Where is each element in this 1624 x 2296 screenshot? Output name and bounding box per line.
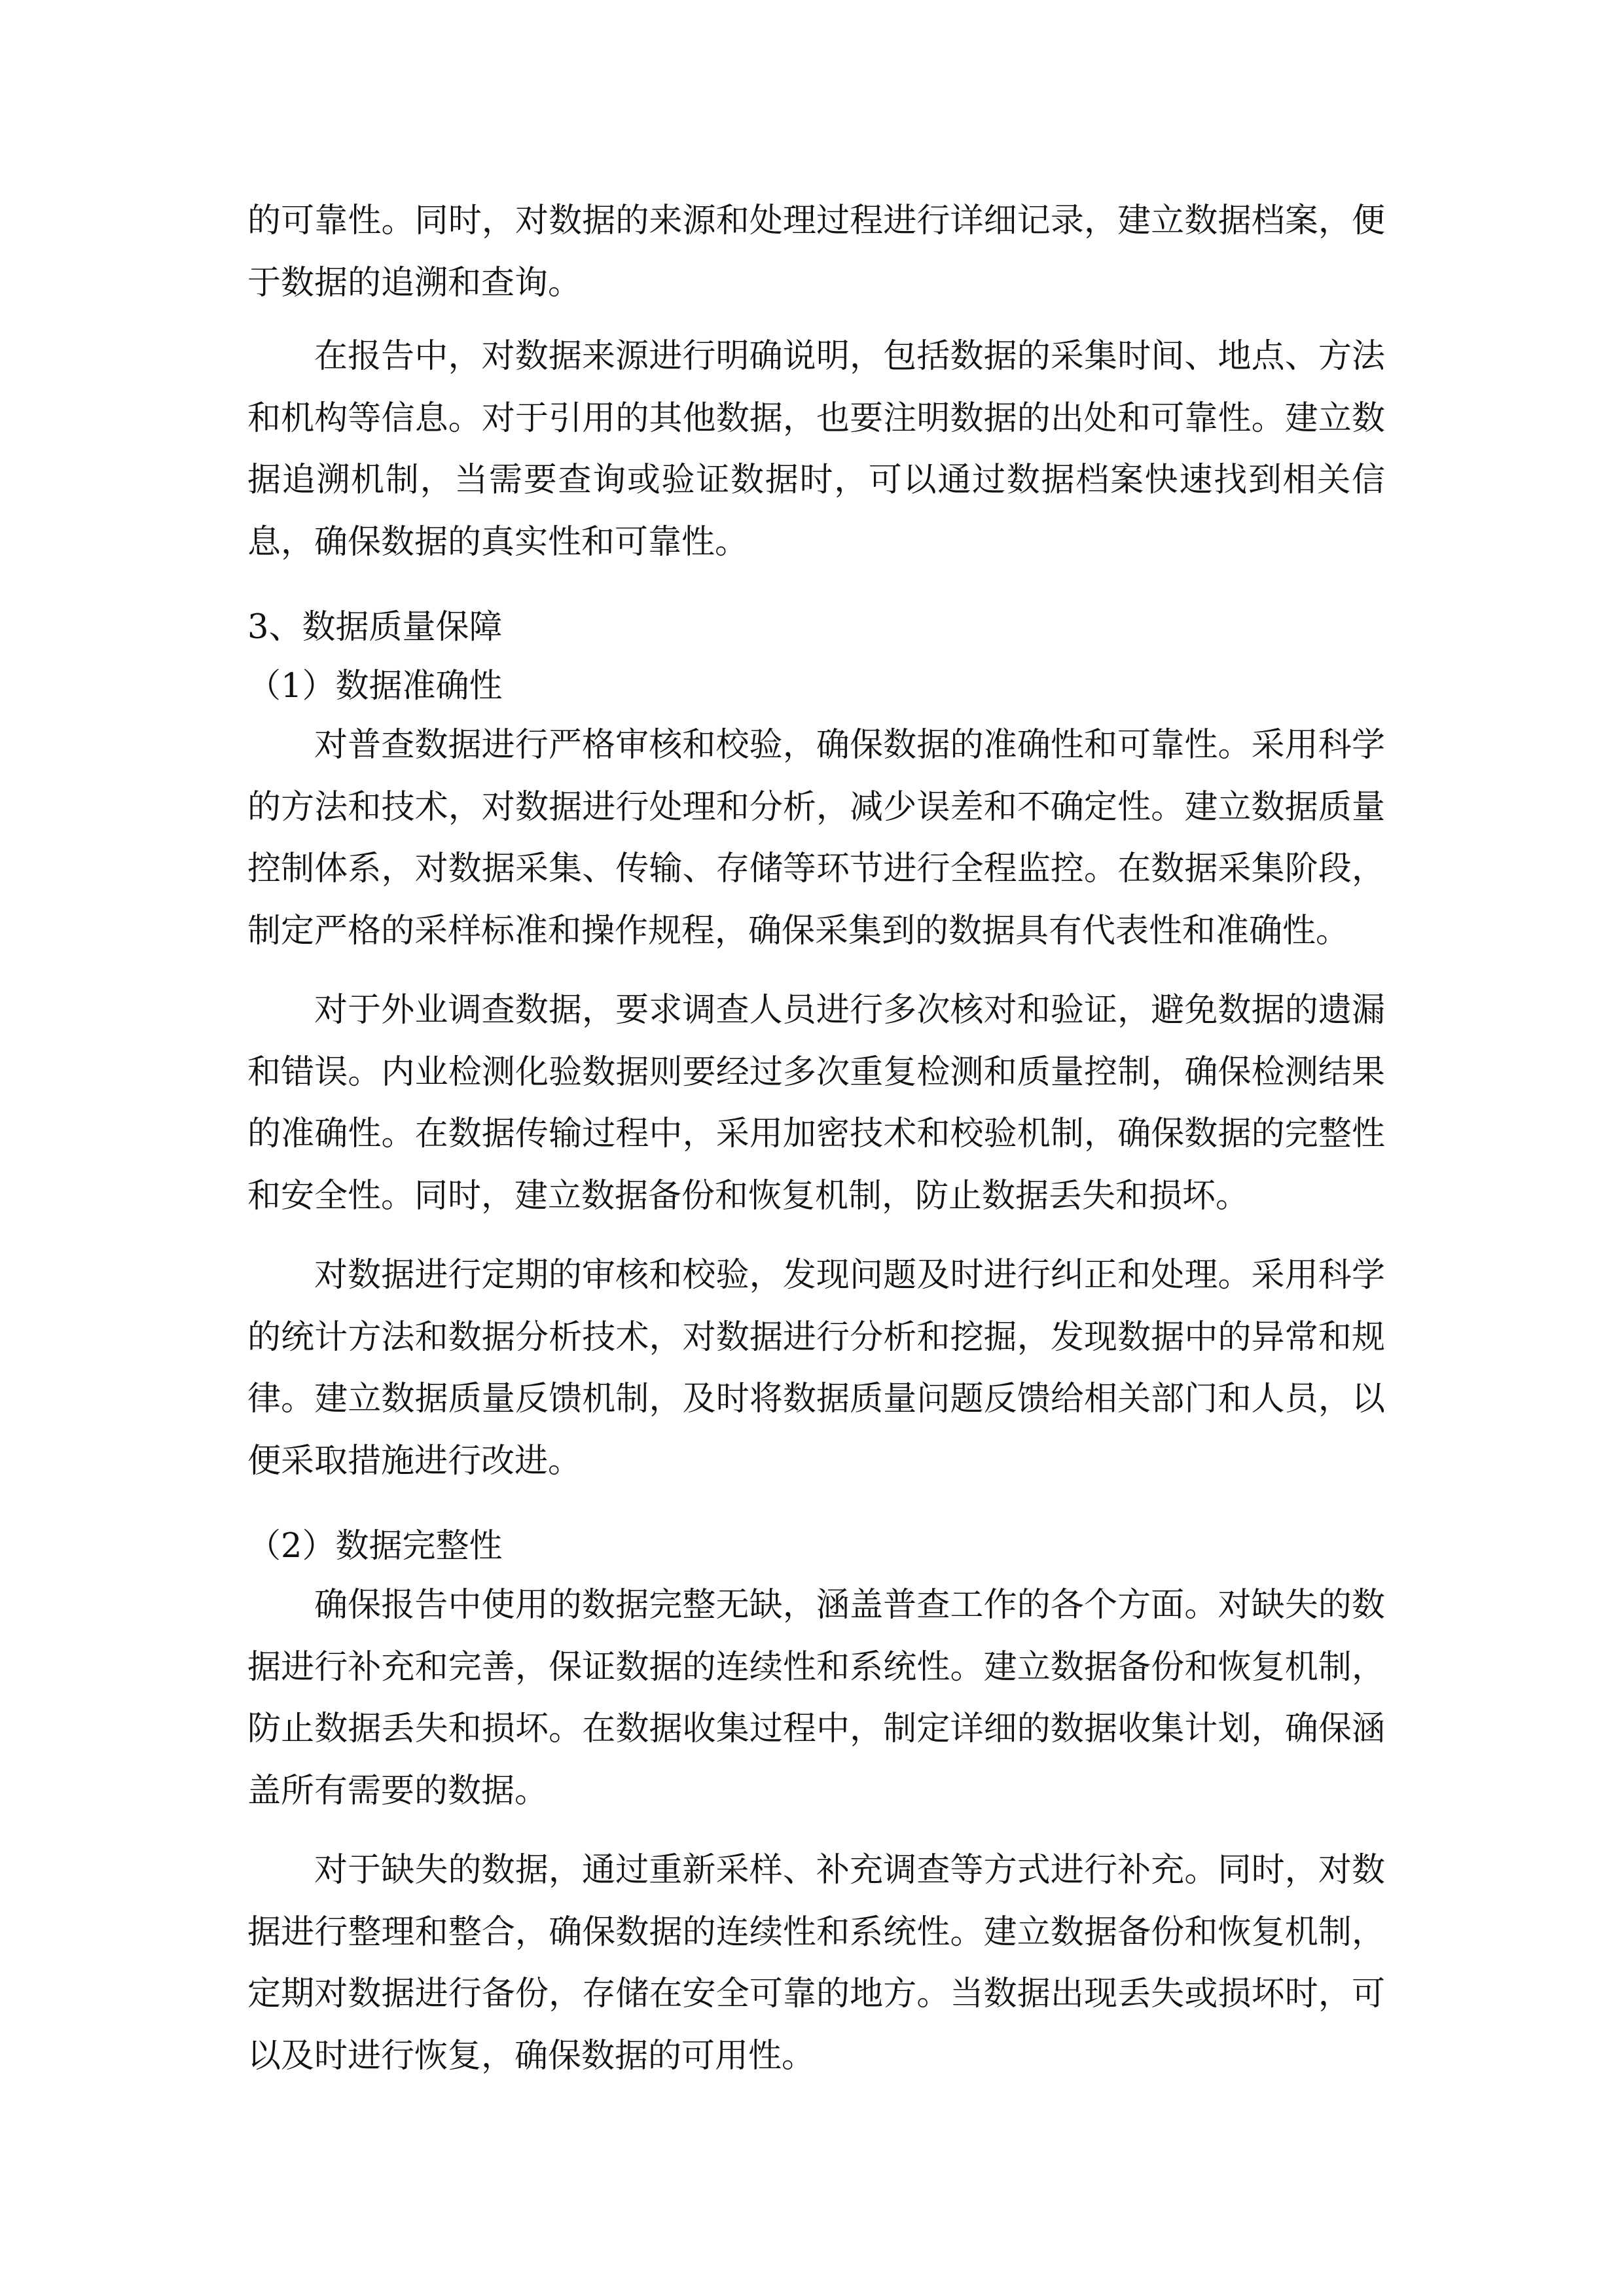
text-line: 的统计方法和数据分析技术，对数据进行分析和挖掘，发现数据中的异常和规: [247, 1318, 1385, 1357]
text-line: 据进行补充和完善，保证数据的连续性和系统性。建立数据备份和恢复机制，: [247, 1647, 1385, 1687]
body-paragraph: [247, 1245, 1385, 1492]
text-line: （2）数据完整性: [247, 1527, 503, 1566]
section-heading: [247, 597, 1385, 659]
text-line: 据追溯机制，当需要查询或验证数据时，可以通过数据档案快速找到相关信: [247, 461, 1385, 499]
text-line: 律。建立数据质量反馈机制，及时将数据质量问题反馈给相关部门和人员，以: [247, 1380, 1385, 1418]
text-line: 以及时进行恢复，确保数据的可用性。: [247, 2036, 816, 2075]
text-line: 3、数据质量保障: [247, 608, 503, 647]
text-line: 对普查数据进行严格审核和校验，确保数据的准确性和可靠性。采用科学: [314, 726, 1385, 764]
text-line: 制定严格的采样标准和操作规程，确保采集到的数据具有代表性和准确性。: [247, 911, 1350, 950]
text-line: 对于外业调查数据，要求调查人员进行多次核对和验证，避免数据的遗漏: [314, 991, 1385, 1030]
text-line: 防止数据丢失和损坏。在数据收集过程中，制定详细的数据收集计划，确保涵: [247, 1710, 1385, 1748]
text-line: 确保报告中使用的数据完整无缺，涵盖普查工作的各个方面。对缺失的数: [314, 1586, 1385, 1624]
body-paragraph: [247, 1840, 1385, 2087]
text-line: 和错误。内业检测化验数据则要经过多次重复检测和质量控制，确保检测结果: [247, 1052, 1385, 1092]
text-line: 的方法和技术，对数据进行处理和分析，减少误差和不确定性。建立数据质量: [247, 787, 1385, 827]
text-line: 的准确性。在数据传输过程中，采用加密技术和校验机制，确保数据的完整性: [247, 1115, 1385, 1153]
text-line: 对于缺失的数据，通过重新采样、补充调查等方式进行补充。同时，对数: [314, 1851, 1385, 1890]
text-line: 据进行整理和整合，确保数据的连续性和系统性。建立数据备份和恢复机制，: [247, 1912, 1385, 1952]
body-paragraph: [247, 190, 1385, 314]
text-line: 息，确保数据的真实性和可靠性。: [247, 522, 749, 562]
text-line: 在报告中，对数据来源进行明确说明，包括数据的采集时间、地点、方法: [314, 337, 1385, 376]
text-line: （1）数据准确性: [247, 667, 503, 706]
body-paragraph: [247, 980, 1385, 1227]
text-line: 对数据进行定期的审核和校验，发现问题及时进行纠正和处理。采用科学: [314, 1256, 1385, 1295]
section-heading: [247, 656, 1385, 718]
body-paragraph: [247, 1575, 1385, 1822]
text-line: 控制体系，对数据采集、传输、存储等环节进行全程监控。在数据采集阶段，: [247, 850, 1385, 888]
text-line: 的可靠性。同时，对数据的来源和处理过程进行详细记录，建立数据档案，便: [247, 202, 1385, 240]
text-line: 于数据的追溯和查询。: [247, 263, 582, 302]
text-line: 和安全性。同时，建立数据备份和恢复机制，防止数据丢失和损坏。: [247, 1176, 1250, 1215]
body-paragraph: [247, 715, 1385, 962]
text-line: 便采取措施进行改进。: [247, 1441, 582, 1480]
text-line: 盖所有需要的数据。: [247, 1771, 549, 1810]
section-heading: [247, 1516, 1385, 1578]
text-line: 定期对数据进行备份，存储在安全可靠的地方。当数据出现丢失或损坏时，可: [247, 1975, 1385, 2013]
text-line: 和机构等信息。对于引用的其他数据，也要注明数据的出处和可靠性。建立数: [247, 399, 1385, 438]
body-paragraph: [247, 326, 1385, 573]
